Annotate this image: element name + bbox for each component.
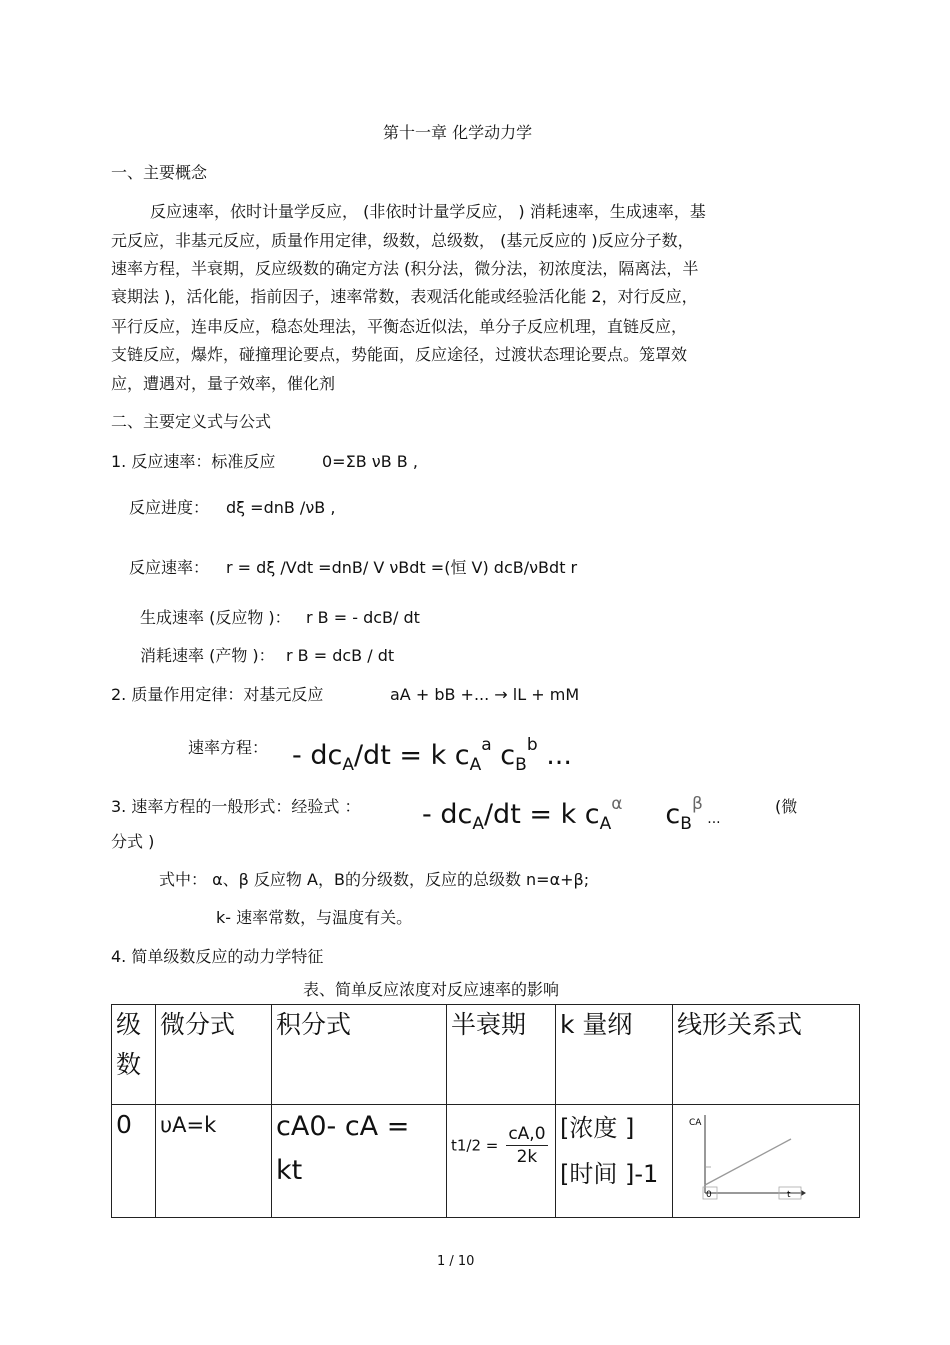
plot-line — [705, 1139, 791, 1185]
empirical-rate-equation: - $dc_A/dt = k$ $c_A^\alpha$ $c_B^\beta$ ... — [422, 794, 721, 834]
section-heading-concepts: 一、主要概念 — [111, 163, 208, 182]
formation-rate-equation: r B = - dcB/ dt — [306, 608, 420, 627]
row0-order: 0 — [112, 1105, 156, 1218]
concepts-line-6: 支链反应，爆炸，碰撞理论要点，势能面，反应途径，过渡状态理论要点。笼罩效 — [111, 345, 688, 364]
item4-label: 4. 简单级数反应的动力学特征 — [111, 947, 324, 966]
zero-order-plot — [677, 1109, 807, 1201]
half-life-denominator: 2k — [516, 1147, 538, 1167]
row0-linear-plot — [673, 1105, 860, 1218]
page-number: 1 / 10 — [437, 1254, 475, 1269]
rate-eq-label: 速率方程： — [188, 738, 269, 757]
rate-label: 反应速率： — [129, 558, 210, 577]
table-row — [112, 1105, 860, 1218]
formation-rate-label: 生成速率 (反应物 )： — [140, 608, 291, 627]
section-heading-formulas: 二、主要定义式与公式 — [111, 412, 272, 431]
page-title: 第十一章 化学动力学 — [383, 123, 533, 142]
item2-equation: aA + bB +... → lL + mM — [390, 685, 580, 704]
item2-label: 2. 质量作用定律：对基元反应 — [111, 685, 324, 704]
consumption-rate-label: 消耗速率 (产物 )： — [140, 646, 275, 665]
row0-half-life — [447, 1105, 556, 1218]
row0-k-dimension — [556, 1105, 673, 1218]
item3-tail2: 分式 ) — [111, 832, 155, 851]
table-header-row — [112, 1005, 860, 1105]
header-half-life: 半衰期 — [447, 1005, 556, 1105]
item1-equation: 0=ΣB νB B , — [322, 452, 418, 471]
row0-differential: υA=k — [156, 1105, 272, 1218]
plot-label-t: t — [787, 1190, 791, 1200]
item3-tail: (微 — [775, 797, 798, 816]
header-order: 级数 — [112, 1005, 156, 1105]
rate-equation: r = dξ /Vdt =dnB/ V νBdt =(恒 V) dcB/νBdt r — [226, 558, 578, 577]
progress-equation: dξ =dnB /νB , — [226, 498, 336, 517]
half-life-lhs: t1/2 = — [451, 1136, 499, 1155]
item3-note2: k- 速率常数，与温度有关。 — [216, 908, 413, 927]
row0-integral: cA0- cA = kt — [272, 1105, 447, 1218]
k-dim-line-1: [浓度 ] — [560, 1114, 635, 1142]
item1-label: 1. 反应速率：标准反应 — [111, 452, 276, 471]
item3-label: 3. 速率方程的一般形式：经验式 ： — [111, 797, 361, 816]
consumption-rate-equation: r B = dcB / dt — [286, 646, 395, 665]
half-life-fraction — [506, 1123, 547, 1168]
kinetics-table — [111, 1004, 860, 1218]
table-caption: 表、简单反应浓度对反应速率的影响 — [303, 980, 560, 999]
header-linear-relation: 线形关系式 — [673, 1005, 860, 1105]
concepts-line-7: 应，遭遇对，量子效率，催化剂 — [111, 374, 336, 393]
plot-label-c: CA — [689, 1118, 702, 1128]
concepts-line-4: 衰期法 )，活化能，指前因子，速率常数，表观活化能或经验活化能 2，对行反应， — [111, 287, 698, 306]
item3-note1: 式中： α、β 反应物 A，B的分级数，反应的总级数 n=α+β; — [159, 870, 590, 889]
header-integral: 积分式 — [272, 1005, 447, 1105]
half-life-numerator: cA,0 — [508, 1124, 546, 1144]
header-k-dimension: k 量纲 — [556, 1005, 673, 1105]
concepts-line-3: 速率方程，半衰期，反应级数的确定方法 (积分法，微分法，初浓度法，隔离法，半 — [111, 259, 699, 278]
concepts-line-1: 反应速率，依时计量学反应， (非依时计量学反应， ) 消耗速率，生成速率，基 — [150, 202, 706, 221]
plot-x-arrow — [801, 1190, 806, 1196]
plot-label-origin: 0 — [706, 1190, 712, 1200]
k-dim-line-2: [时间 ]-1 — [560, 1160, 659, 1188]
concepts-line-5: 平行反应，连串反应，稳态处理法，平衡态近似法，单分子反应机理，直链反应， — [111, 317, 688, 336]
mass-action-rate-equation: - $dc_A/dt = k$ $c_A^a$ $c_B^b$ ... — [292, 735, 572, 775]
concepts-line-2: 元反应，非基元反应，质量作用定律，级数，总级数， (基元反应的 )反应分子数， — [111, 231, 694, 250]
header-differential: 微分式 — [156, 1005, 272, 1105]
progress-label: 反应进度： — [129, 498, 210, 517]
